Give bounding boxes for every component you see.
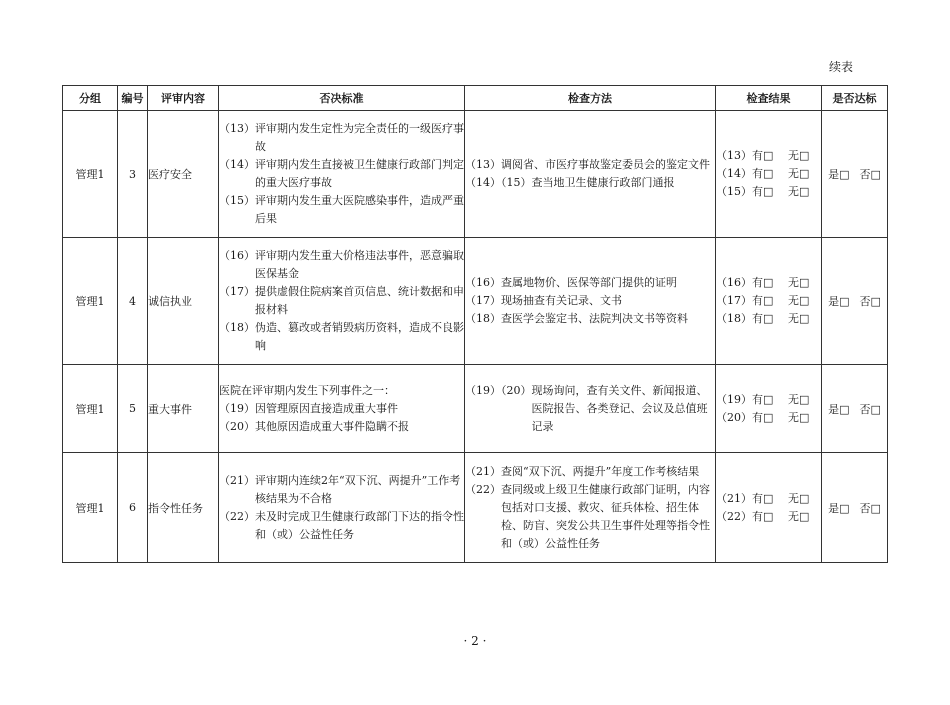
pass-cell — [822, 238, 888, 365]
criteria-item — [219, 120, 464, 156]
header-veto-criteria: 否决标准 — [219, 86, 465, 111]
content-cell: 重大事件 — [148, 365, 219, 453]
criteria-item — [219, 283, 464, 319]
criteria-text: 评审期内发生定性为完全责任的一级医疗事故 — [255, 122, 464, 153]
result-none-checkbox[interactable]: 无□ — [788, 491, 810, 505]
criteria-item — [219, 418, 464, 436]
method-num: （13） — [465, 158, 501, 171]
group-cell: 管理1 — [63, 238, 118, 365]
result-has-checkbox[interactable]: （18）有□ — [716, 312, 774, 325]
criteria-text: 评审期内发生直接被卫生健康行政部门判定的重大医疗事故 — [255, 158, 464, 189]
method-item — [465, 310, 715, 328]
pass-no-checkbox[interactable]: 否□ — [859, 402, 881, 416]
continued-label: 续表 — [829, 60, 854, 74]
header-check-result: 检查结果 — [716, 86, 822, 111]
result-has-checkbox[interactable]: （13）有□ — [716, 149, 774, 162]
method-num: （17） — [465, 294, 501, 307]
criteria-text: 因管理原因直接造成重大事件 — [255, 401, 398, 415]
pass-cell — [822, 365, 888, 453]
pass-yes-checkbox[interactable]: 是□ — [828, 402, 850, 416]
pass-no-checkbox[interactable]: 否□ — [859, 168, 881, 181]
criteria-num: （20） — [219, 419, 255, 433]
result-cell — [716, 365, 822, 453]
number-cell: 4 — [118, 238, 148, 365]
criteria-item — [219, 192, 464, 228]
method-item — [465, 156, 715, 174]
result-none-checkbox[interactable]: 无□ — [788, 312, 810, 325]
method-item — [465, 274, 715, 292]
criteria-num: （13） — [219, 122, 255, 135]
pass-yes-checkbox[interactable]: 是□ — [828, 501, 850, 515]
result-none-checkbox[interactable]: 无□ — [788, 294, 810, 307]
method-text: 查同级或上级卫生健康行政部门证明，内容包括对口支援、救灾、征兵体检、招生体检、防盲、突发公共卫生事件处理等指令性和（或）公益性任务 — [501, 482, 710, 550]
result-none-checkbox[interactable]: 无□ — [788, 392, 810, 406]
content-cell: 指令性任务 — [148, 453, 219, 563]
criteria-item — [219, 382, 464, 400]
criteria-text: 医院在评审期内发生下列事件之一： — [219, 383, 395, 397]
criteria-text: 评审期内发生重大价格违法事件，恶意骗取医保基金 — [255, 249, 464, 280]
group-cell: 管理1 — [63, 111, 118, 238]
criteria-item — [219, 508, 464, 544]
result-has-checkbox[interactable]: （15）有□ — [716, 185, 774, 198]
criteria-cell — [219, 453, 465, 563]
criteria-item — [219, 156, 464, 192]
number-cell: 3 — [118, 111, 148, 238]
method-text: 现场询问，查有关文件、新闻报道、医院报告、各类登记、会议及总值班记录 — [531, 383, 708, 433]
criteria-text: 评审期内发生重大医院感染事件，造成严重后果 — [255, 194, 464, 225]
method-num: （14）（15） — [465, 176, 532, 189]
criteria-num: （16） — [219, 249, 255, 262]
method-text: 查医学会鉴定书、法院判决文书等资料 — [501, 312, 688, 325]
criteria-num: （17） — [219, 285, 255, 298]
pass-cell — [822, 453, 888, 563]
result-cell — [716, 238, 822, 365]
table-row — [63, 453, 888, 563]
method-num: （16） — [465, 276, 501, 289]
method-cell — [465, 365, 716, 453]
method-num: （19）（20） — [465, 383, 532, 397]
pass-no-checkbox[interactable]: 否□ — [859, 501, 881, 515]
criteria-num: （22） — [219, 509, 255, 523]
content-cell: 医疗安全 — [148, 111, 219, 238]
review-table — [62, 85, 888, 563]
result-none-checkbox[interactable]: 无□ — [788, 509, 810, 523]
result-has-checkbox[interactable]: （20）有□ — [716, 410, 774, 424]
pass-no-checkbox[interactable]: 否□ — [859, 295, 881, 308]
table-row — [63, 365, 888, 453]
method-text: 查阅“双下沉、两提升”年度工作考核结果 — [501, 464, 700, 478]
content-cell: 诚信执业 — [148, 238, 219, 365]
header-content: 评审内容 — [148, 86, 219, 111]
criteria-num: （14） — [219, 158, 255, 171]
method-item — [465, 463, 715, 481]
criteria-item — [219, 472, 464, 508]
method-item — [465, 382, 715, 436]
method-item — [465, 481, 715, 553]
criteria-text: 评审期内连续2年“双下沉、两提升”工作考核结果为不合格 — [255, 473, 461, 505]
method-num: （18） — [465, 312, 501, 325]
criteria-item — [219, 400, 464, 418]
result-none-checkbox[interactable]: 无□ — [788, 276, 810, 289]
table-header-row — [63, 86, 888, 111]
method-item — [465, 174, 715, 192]
result-has-checkbox[interactable]: （17）有□ — [716, 294, 774, 307]
method-num: （22） — [465, 482, 501, 496]
criteria-num: （18） — [219, 321, 255, 334]
result-has-checkbox[interactable]: （16）有□ — [716, 276, 774, 289]
number-cell: 5 — [118, 365, 148, 453]
criteria-cell — [219, 365, 465, 453]
method-text: 查属地物价、医保等部门提供的证明 — [501, 276, 677, 289]
criteria-num: （21） — [219, 473, 255, 487]
number-cell: 6 — [118, 453, 148, 563]
method-num: （21） — [465, 464, 501, 478]
method-text: 查当地卫生健康行政部门通报 — [531, 176, 675, 189]
pass-cell — [822, 111, 888, 238]
method-cell — [465, 111, 716, 238]
page-number: · 2 · — [463, 634, 487, 648]
result-none-checkbox[interactable]: 无□ — [788, 185, 810, 198]
criteria-cell — [219, 238, 465, 365]
header-group: 分组 — [63, 86, 118, 111]
table-row — [63, 238, 888, 365]
criteria-text: 提供虚假住院病案首页信息、统计数据和申报材料 — [255, 285, 464, 316]
result-has-checkbox[interactable]: （21）有□ — [716, 491, 774, 505]
method-cell — [465, 453, 716, 563]
criteria-text: 未及时完成卫生健康行政部门下达的指令性和（或）公益性任务 — [255, 509, 464, 541]
result-has-checkbox[interactable]: （22）有□ — [716, 509, 774, 523]
result-none-checkbox[interactable]: 无□ — [788, 410, 810, 424]
method-text: 现场抽查有关记录、文书 — [501, 294, 622, 307]
criteria-item — [219, 247, 464, 283]
criteria-num: （15） — [219, 194, 255, 207]
result-cell — [716, 111, 822, 238]
header-pass: 是否达标 — [822, 86, 888, 111]
header-number: 编号 — [118, 86, 148, 111]
method-item — [465, 292, 715, 310]
method-text: 调阅省、市医疗事故鉴定委员会的鉴定文件 — [501, 158, 710, 171]
group-cell: 管理1 — [63, 365, 118, 453]
result-has-checkbox[interactable]: （14）有□ — [716, 167, 774, 180]
criteria-num: （19） — [219, 401, 255, 415]
method-cell — [465, 238, 716, 365]
criteria-item — [219, 319, 464, 355]
pass-yes-checkbox[interactable]: 是□ — [828, 295, 850, 308]
result-cell — [716, 453, 822, 563]
result-has-checkbox[interactable]: （19）有□ — [716, 392, 774, 406]
header-check-method: 检查方法 — [465, 86, 716, 111]
group-cell: 管理1 — [63, 453, 118, 563]
table-row — [63, 111, 888, 238]
criteria-text: 伪造、篡改或者销毁病历资料，造成不良影响 — [255, 321, 464, 352]
pass-yes-checkbox[interactable]: 是□ — [828, 168, 850, 181]
criteria-text: 其他原因造成重大事件隐瞒不报 — [255, 419, 409, 433]
criteria-cell — [219, 111, 465, 238]
result-none-checkbox[interactable]: 无□ — [788, 167, 810, 180]
result-none-checkbox[interactable]: 无□ — [788, 149, 810, 162]
